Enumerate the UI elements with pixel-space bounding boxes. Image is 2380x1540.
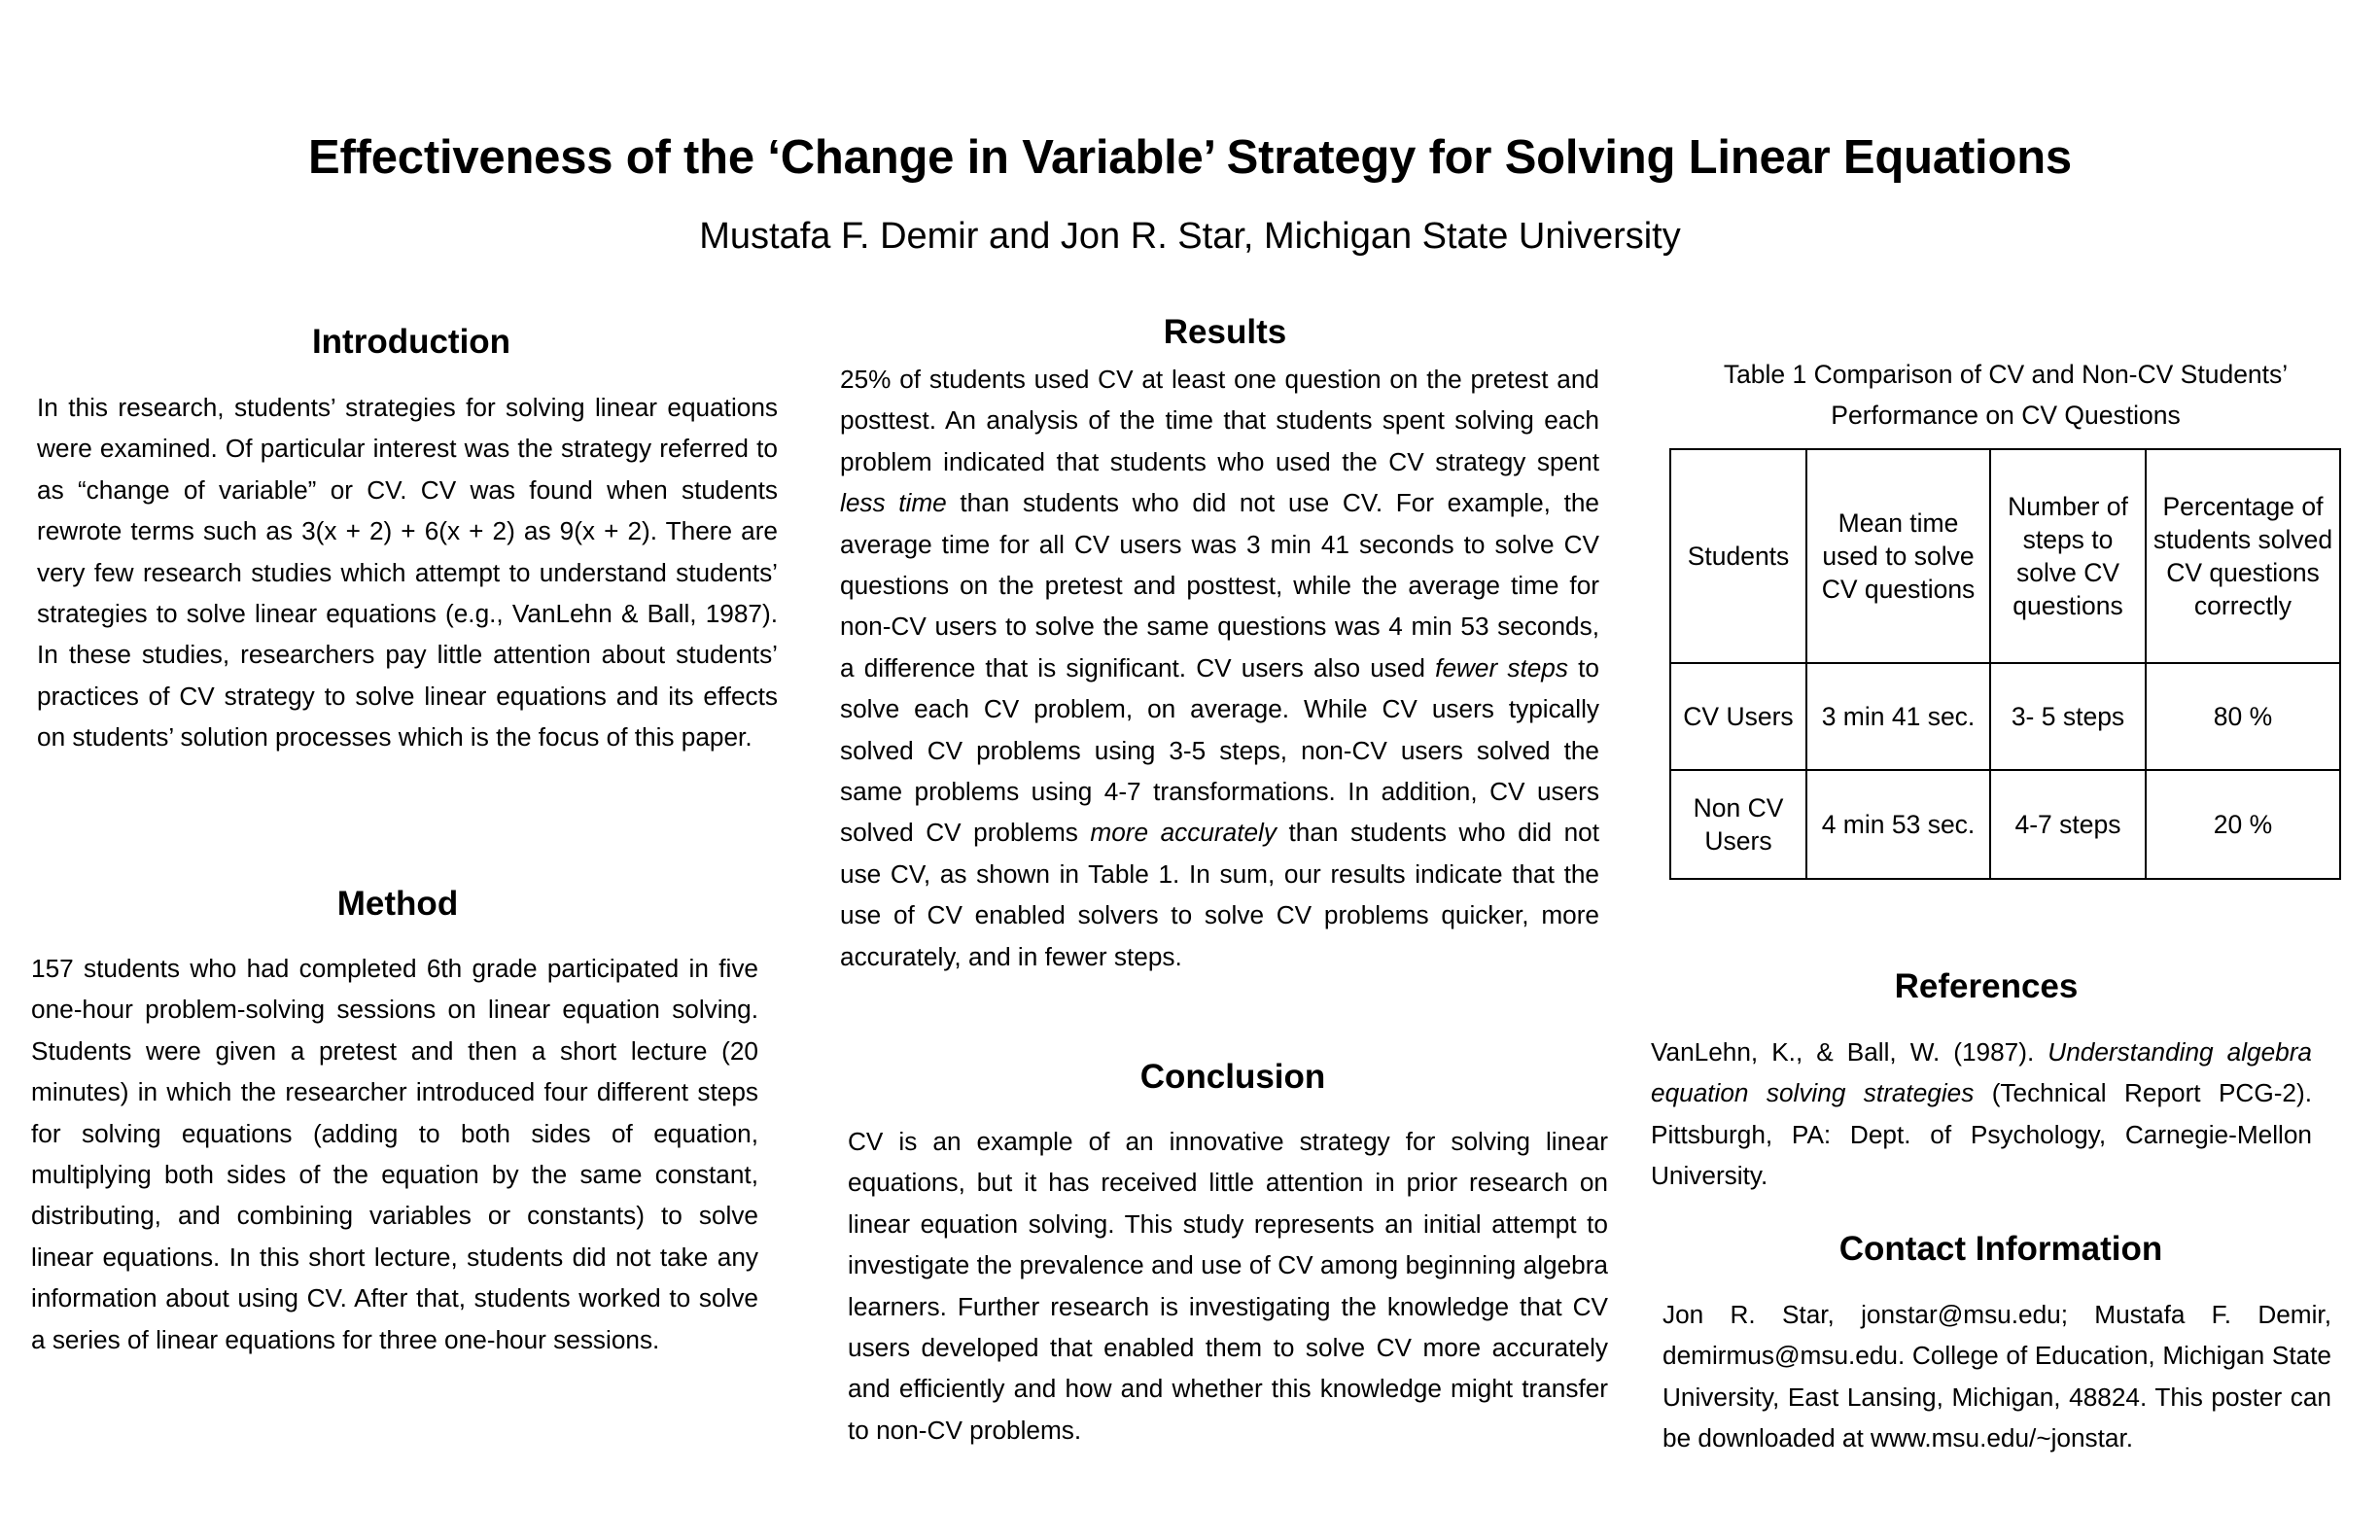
- table-cell: 3- 5 steps: [1990, 663, 2146, 770]
- poster-title: Effectiveness of the ‘Change in Variable’ Strategy for Solving Linear Equations: [308, 131, 2072, 184]
- table-header-cell: Percentage of students solved CV questions correctly: [2146, 449, 2340, 663]
- results-emphasis-less-time: less time: [840, 488, 947, 518]
- results-heading: Results: [1163, 313, 1287, 351]
- references-heading: References: [1894, 967, 2079, 1005]
- table-caption-line2: Performance on CV Questions: [1831, 401, 2181, 430]
- results-emphasis-fewer-steps: fewer steps: [1435, 652, 1568, 682]
- table-row: [1670, 663, 2340, 770]
- contact-text: Jon R. Star, jonstar@msu.edu; Mustafa F. Demir, demirmus@msu.edu. College of Education, Michigan State University, East Lansing, Michigan, 48824. This poster can be downloaded at www.msu.edu/~jonstar.: [1662, 1300, 2331, 1453]
- method-text: 157 students who had completed 6th grade participated in five one-hour problem-solving sessions on linear equation solving. Students were given a pretest and then a short lecture (20 minutes) in which the researcher introduced four different steps for solving equations (adding to both sides of equation, multiplying both sides of the equation by the same constant, distributing, and combining variables or constants) to solve linear equations. In this short lecture, students did not take any information about using CV. After that, students worked to solve a series of linear equations for three one-hour sessions.: [31, 954, 758, 1354]
- results-text: [840, 359, 1599, 977]
- table-cell: CV Users: [1670, 663, 1806, 770]
- table-header-cell: Mean time used to solve CV questions: [1806, 449, 1990, 663]
- reference-part2: (Technical Report PCG-2). Pittsburgh, PA: Dept. of Psychology, Carnegie-Mellon University.: [1651, 1078, 2312, 1191]
- table-row: [1670, 770, 2340, 879]
- method-heading: Method: [336, 885, 459, 923]
- introduction-heading: Introduction: [311, 323, 511, 361]
- reference-book-title: Understanding algebra equation solving strategies: [1651, 1037, 2312, 1108]
- table-caption: [1661, 354, 2351, 436]
- references-text: [1651, 1032, 2312, 1197]
- table-cell: 4-7 steps: [1990, 770, 2146, 879]
- results-text-part2: than students who did not use CV. For example, the average time for all CV users was 3 min 41 seconds to solve CV questions on the pretest and posttest, while the average time for non-CV users to solve the same questions was 4 min 53 seconds, a difference that is significant. CV users also used: [840, 488, 1599, 682]
- contact-heading: Contact Information: [1838, 1230, 2163, 1268]
- results-text-part3: to solve each CV problem, on average. While CV users typically solved CV problems using 3-5 steps, non-CV users solved the same problems using 4-7 transformations. In addition, CV users solved CV problems: [840, 652, 1599, 848]
- results-table: [1669, 448, 2341, 880]
- conclusion-heading: Conclusion: [1139, 1058, 1326, 1096]
- results-text-part1: 25% of students used CV at least one question on the pretest and posttest. An analysis of the time that students spent solving each problem indicated that students who used the CV strategy spent: [840, 365, 1599, 476]
- reference-part1: VanLehn, K., & Ball, W. (1987).: [1651, 1037, 2035, 1067]
- results-emphasis-more-accurately: more accurately: [1090, 818, 1277, 848]
- table-cell: 3 min 41 sec.: [1806, 663, 1990, 770]
- table-cell: Non CV Users: [1670, 770, 1806, 879]
- table-header-row: [1670, 449, 2340, 663]
- table-cell: 4 min 53 sec.: [1806, 770, 1990, 879]
- conclusion-text: CV is an example of an innovative strategy for solving linear equations, but it has received little attention in prior research on linear equation solving. This study represents an initial attempt to investigate the prevalence and use of CV among beginning algebra learners. Further research is investigating the knowledge that CV users developed that enabled them to solve CV more accurately and efficiently and how and whether this knowledge might transfer to non-CV problems.: [848, 1127, 1608, 1445]
- table-header-cell: Number of steps to solve CV questions: [1990, 449, 2146, 663]
- table-caption-line1: Table 1 Comparison of CV and Non-CV Students’: [1723, 360, 2289, 389]
- table-cell: 20 %: [2146, 770, 2340, 879]
- table-cell: 80 %: [2146, 663, 2340, 770]
- introduction-text: In this research, students’ strategies for solving linear equations were examined. Of particular interest was the strategy referred to as “change of variable” or CV. CV was found when students rewrote terms such as 3(x + 2) + 6(x + 2) as 9(x + 2). There are very few research studies which attempt to understand students’ strategies to solve linear equations (e.g., VanLehn & Ball, 1987). In these studies, researchers pay little attention about students’ practices of CV strategy to solve linear equations and its effects on students’ solution processes which is the focus of this paper.: [37, 393, 778, 752]
- table-header-cell: Students: [1670, 449, 1806, 663]
- poster-authors: Mustafa F. Demir and Jon R. Star, Michigan State University: [699, 216, 1681, 257]
- results-text-part4: than students who did not use CV, as shown in Table 1. In sum, our results indicate that the use of CV enabled solvers to solve CV problems quicker, more accurately, and in fewer steps.: [840, 818, 1600, 971]
